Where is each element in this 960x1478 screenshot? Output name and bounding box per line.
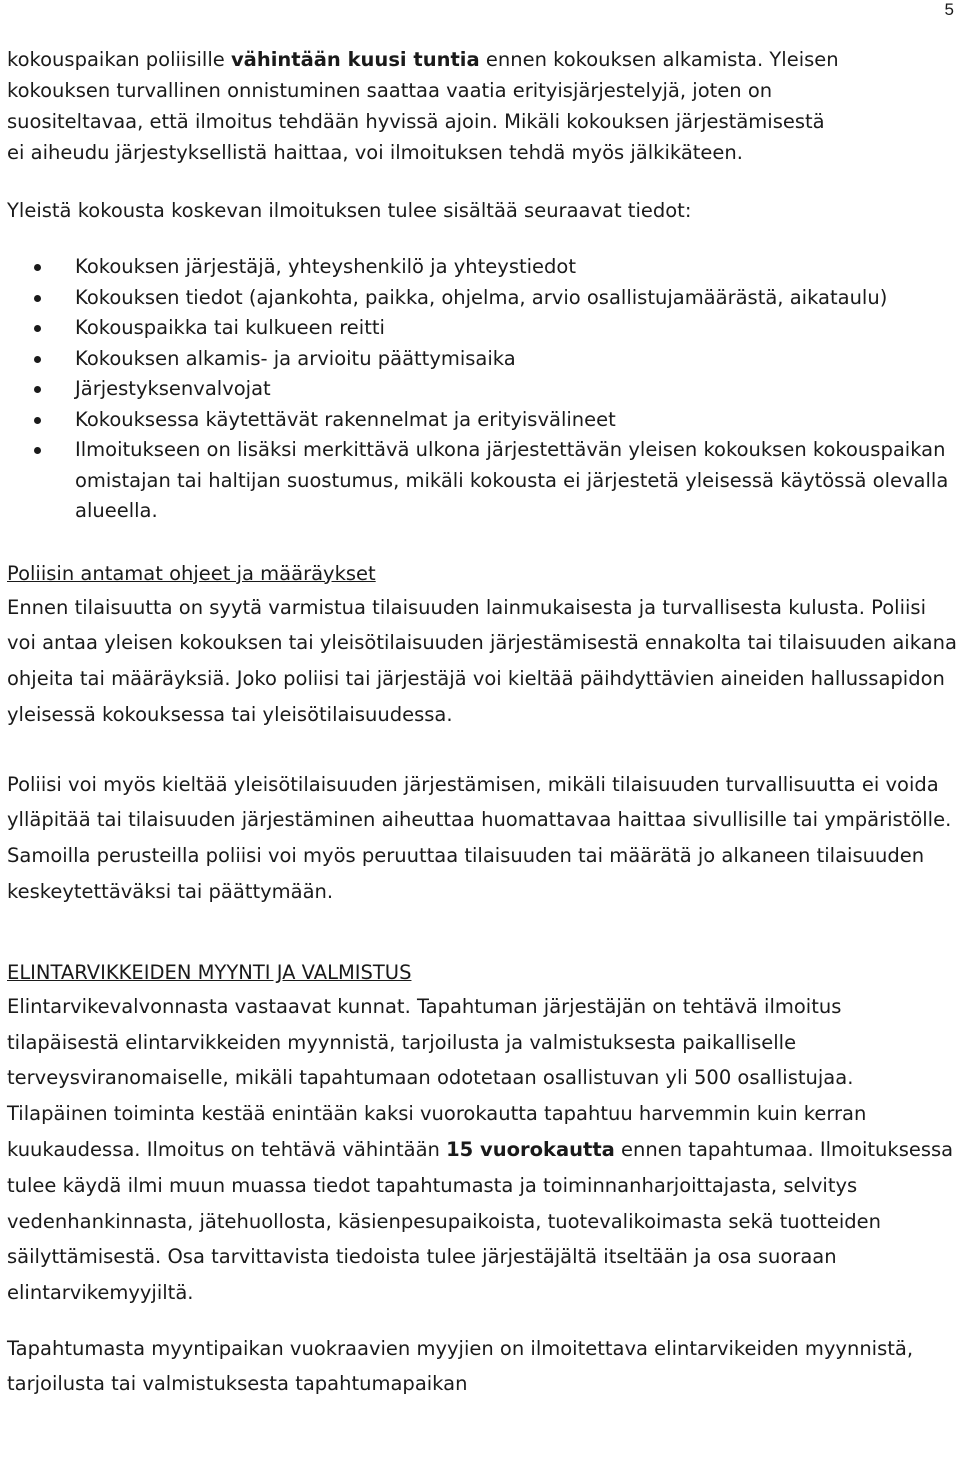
list-item xyxy=(7,435,957,527)
document-body xyxy=(7,44,957,1401)
food-paragraph-2: Tapahtumasta myyntipaikan vuokraavien myyjien on ilmoitettava elintarvikeiden myynnistä, tarjoilusta tai valmistuksesta tapahtumapaikan xyxy=(7,1337,914,1396)
intro-paragraph xyxy=(7,44,957,168)
bullet-icon xyxy=(34,417,41,424)
intro-line-2: kokouksen turvallinen onnistuminen saattaa vaatia erityisjärjestelyjä, joten on xyxy=(7,79,773,102)
police-paragraph-2: Poliisi voi myös kieltää yleisötilaisuuden järjestämisen, mikäli tilaisuuden turvallisuutta ei voida ylläpitää tai tilaisuuden järjestäminen aiheuttaa huomattavaa haittaa sivullisille tai ympäristölle. Samoilla perusteilla poliisi voi myös peruuttaa tilaisuuden tai määrätä jo alkaneen tilaisuuden keskeytettäväksi tai päättymään. xyxy=(7,772,952,904)
list-item-text: Kokouspaikka tai kulkueen reitti xyxy=(75,316,385,339)
notification-contents-list xyxy=(7,252,957,527)
food-paragraph-1-end: ennen tapahtumaa. Ilmoituksessa tulee käydä ilmi muun muassa tiedot tapahtumasta ja toiminnanharjoittajasta, selvitys vedenhankinnasta, jätehuollosta, käsienpesupaikoista, tuotevalikoimasta sekä tuotteiden säilyttämisestä. Osa tarvittavista tiedoista tulee järjestäjältä itseltään ja osa suoraan elintarvikemyyjiltä. xyxy=(7,1138,954,1305)
list-item xyxy=(7,283,957,314)
list-item-text: Kokouksen järjestäjä, yhteyshenkilö ja yhteystiedot xyxy=(75,255,576,278)
police-instructions-heading: Poliisin antamat ohjeet ja määräykset xyxy=(7,561,376,585)
list-item xyxy=(7,374,957,405)
bullet-icon xyxy=(34,295,41,302)
list-item-text: Kokouksessa käytettävät rakennelmat ja erityisvälineet xyxy=(75,407,616,431)
intro-line-1-end: ennen kokouksen alkamista. Yleisen xyxy=(479,48,839,71)
food-deadline-emphasis: 15 vuorokautta xyxy=(446,1138,615,1162)
bullet-icon xyxy=(34,356,41,363)
list-item-text: Ilmoitukseen on lisäksi merkittävä ulkona järjestettävän yleisen kokouksen kokouspaikan omistajan tai haltijan suostumus, mikäli kokousta ei järjestetä yleisessä käytössä olevalla alueella. xyxy=(75,438,949,522)
food-paragraph-1-start: Elintarvikevalvonnasta vastaavat kunnat. Tapahtuman järjestäjän on tehtävä ilmoitus tilapäisestä elintarvikkeiden myynnistä, tarjoilusta ja valmistuksesta paikalliselle terveysviranomaiselle, mikäli tapahtumaan odotetaan osallistuvan yli 500 osallistujaa. Tilapäinen toiminta kestää enintään kaksi vuorokautta tapahtuu harvemmin kuin kerran kuukaudessa. Ilmoitus on tehtävä vähintään xyxy=(7,994,867,1162)
bullet-icon xyxy=(34,386,41,393)
intro-line-3: suositeltavaa, että ilmoitus tehdään hyvissä ajoin. Mikäli kokouksen järjestämisestä xyxy=(7,110,825,133)
intro-deadline-emphasis: vähintään kuusi tuntia xyxy=(230,48,480,71)
list-item-text: Kokouksen tiedot (ajankohta, paikka, ohjelma, arvio osallistujamäärästä, aikataulu) xyxy=(75,285,888,309)
page-number: 5 xyxy=(944,0,954,19)
list-item xyxy=(7,252,957,283)
intro-line-1 xyxy=(7,44,957,75)
notification-contents-lead: Yleistä kokousta koskevan ilmoituksen tulee sisältää seuraavat tiedot: xyxy=(7,199,692,222)
list-item-text: Kokouksen alkamis- ja arvioitu päättymisaika xyxy=(75,346,516,370)
intro-line-4: ei aiheudu järjestyksellistä haittaa, voi ilmoituksen tehdä myös jälkikäteen. xyxy=(7,141,743,164)
bullet-icon xyxy=(34,447,41,454)
list-item-text: Järjestyksenvalvojat xyxy=(75,377,271,400)
intro-line-1-start: kokouspaikan poliisille xyxy=(7,48,231,71)
food-sales-heading: ELINTARVIKKEIDEN MYYNTI JA VALMISTUS xyxy=(7,960,412,984)
bullet-icon xyxy=(34,264,41,271)
list-item xyxy=(7,405,957,436)
police-paragraph-1: Ennen tilaisuutta on syytä varmistua tilaisuuden lainmukaisesta ja turvallisesta kulusta. Poliisi voi antaa yleisen kokouksen tai yleisötilaisuuden järjestämisestä ennakolta tai tilaisuuden aikana ohjeita tai määräyksiä. Joko poliisi tai järjestäjä voi kieltää päihdyttävien aineiden hallussapidon yleisessä kokouksessa tai yleisötilaisuudessa. xyxy=(7,595,957,726)
list-item xyxy=(7,313,957,344)
bullet-icon xyxy=(34,325,41,332)
list-item xyxy=(7,344,957,375)
food-paragraph-1 xyxy=(7,989,957,1311)
